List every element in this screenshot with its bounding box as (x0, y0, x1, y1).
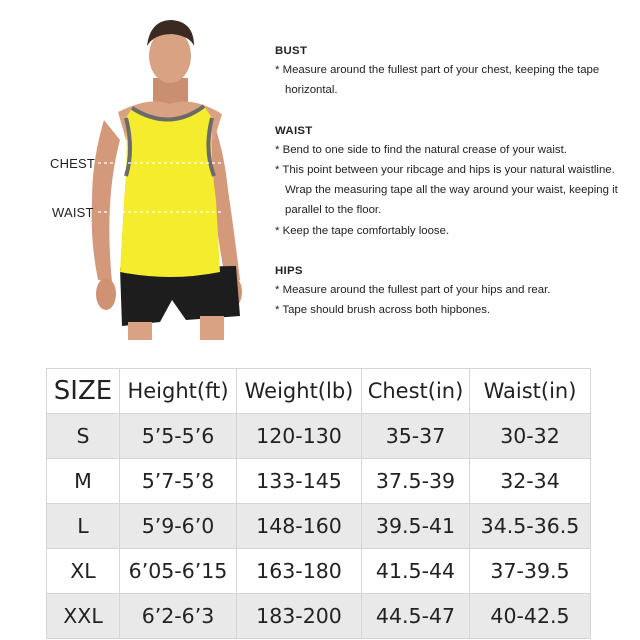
waist-bullet: * This point between your ribcage and hips is your natural waistline. Wrap the measuring tape all the way around your waist, keeping it parallel to the floor. (275, 163, 618, 217)
chest-cell: 41.5-44 (362, 549, 470, 594)
size-cell: XL (47, 549, 120, 594)
size-chart-table (46, 368, 591, 639)
size-cell: S (47, 414, 120, 459)
hips-bullet: * Measure around the fullest part of your hips and rear. (275, 284, 551, 297)
table-row (47, 594, 591, 639)
waist-cell: 37-39.5 (470, 549, 591, 594)
table-row (47, 414, 591, 459)
weight-cell: 148-160 (237, 504, 362, 549)
bust-heading: BUST (275, 45, 308, 57)
waist-cell: 32-34 (470, 459, 591, 504)
bust-section (275, 42, 625, 101)
waist-section (275, 122, 625, 241)
header-waist: Waist(in) (470, 369, 591, 414)
waist-heading: WAIST (275, 124, 313, 137)
hips-bullet: * Tape should brush across both hipbones. (275, 304, 491, 317)
hips-heading: HIPS (275, 265, 303, 278)
height-cell: 5’7-5’8 (120, 459, 237, 504)
chest-cell: 35-37 (362, 414, 470, 459)
header-chest: Chest(in) (362, 369, 470, 414)
height-cell: 5’9-6’0 (120, 504, 237, 549)
hips-section (275, 262, 625, 321)
weight-cell: 163-180 (237, 549, 362, 594)
height-cell: 5’5-5’6 (120, 414, 237, 459)
height-cell: 6’2-6’3 (120, 594, 237, 639)
chest-cell: 39.5-41 (362, 504, 470, 549)
model-figure (0, 0, 270, 340)
waist-label: WAIST (52, 205, 94, 220)
size-cell: M (47, 459, 120, 504)
bust-bullet: * Measure around the fullest part of your chest, keeping the tape horizontal. (275, 64, 600, 97)
header-size: SIZE (47, 369, 120, 414)
measurement-instructions (275, 42, 625, 342)
waist-cell: 30-32 (470, 414, 591, 459)
table-header-row (47, 369, 591, 414)
table-row (47, 504, 591, 549)
chest-cell: 37.5-39 (362, 459, 470, 504)
weight-cell: 183-200 (237, 594, 362, 639)
waist-bullet: * Keep the tape comfortably loose. (275, 224, 450, 237)
weight-cell: 120-130 (237, 414, 362, 459)
waist-cell: 34.5-36.5 (470, 504, 591, 549)
size-cell: XXL (47, 594, 120, 639)
chest-label: CHEST (50, 156, 96, 171)
table-row (47, 459, 591, 504)
height-cell: 6’05-6’15 (120, 549, 237, 594)
header-weight: Weight(lb) (237, 369, 362, 414)
header-height: Height(ft) (120, 369, 237, 414)
model-illustration (0, 0, 270, 340)
chest-cell: 44.5-47 (362, 594, 470, 639)
weight-cell: 133-145 (237, 459, 362, 504)
table-row (47, 549, 591, 594)
waist-cell: 40-42.5 (470, 594, 591, 639)
waist-bullet: * Bend to one side to find the natural crease of your waist. (275, 143, 567, 156)
size-cell: L (47, 504, 120, 549)
